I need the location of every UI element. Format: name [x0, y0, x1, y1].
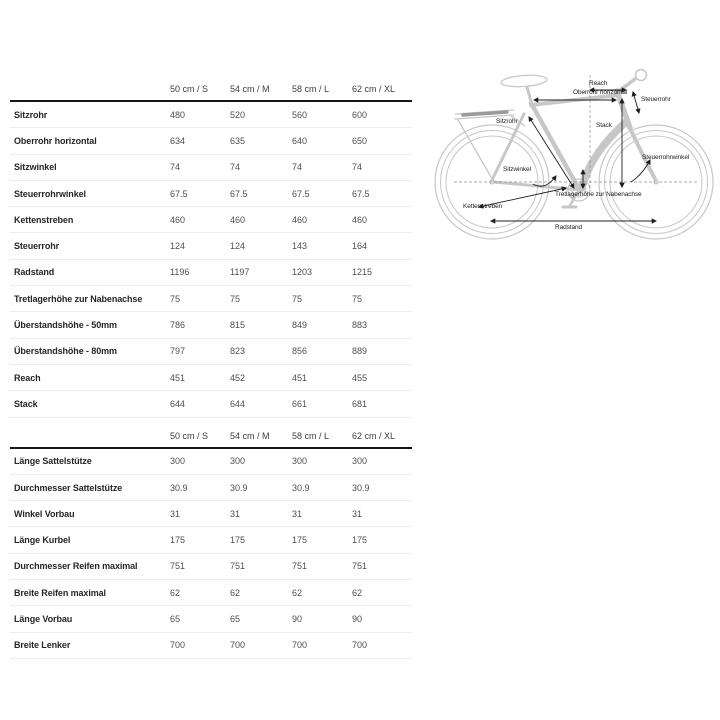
spec-value: 634 [170, 135, 186, 146]
spec-row [10, 260, 412, 286]
spec-value: 31 [170, 508, 181, 519]
spec-value: 600 [352, 109, 368, 120]
size-column-header: 54 cm / M [230, 430, 270, 441]
spec-value: 635 [230, 135, 246, 146]
spec-label: Kettenstreben [14, 214, 74, 225]
spec-row [10, 554, 412, 580]
spec-value: 460 [170, 214, 186, 225]
diagram-label-oberrohr: Oberrohr horizontal [573, 89, 628, 96]
spec-label: Steuerrohrwinkel [14, 188, 86, 199]
spec-label: Tretlagerhöhe zur Nabenachse [14, 293, 143, 304]
size-column-header: 62 cm / XL [352, 430, 396, 441]
spec-label: Sitzwinkel [14, 162, 57, 173]
spec-value: 74 [292, 162, 303, 173]
spec-value: 751 [230, 561, 246, 572]
spec-value: 90 [352, 613, 363, 624]
spec-row [10, 475, 412, 501]
spec-label: Länge Sattelstütze [14, 456, 92, 467]
spec-value: 644 [230, 398, 246, 409]
spec-label: Überstandshöhe - 50mm [14, 320, 117, 331]
spec-value: 175 [230, 535, 246, 546]
spec-value: 455 [352, 372, 368, 383]
seattube-arrow [529, 117, 574, 188]
spec-value: 560 [292, 109, 308, 120]
spec-value: 661 [292, 398, 308, 409]
spec-value: 65 [170, 613, 181, 624]
spec-value: 300 [170, 456, 186, 467]
spec-label: Länge Kurbel [14, 535, 71, 546]
diagram-label-sitzwinkel: Sitzwinkel [503, 166, 531, 173]
spec-label: Oberrohr horizontal [14, 135, 97, 146]
spec-value: 849 [292, 320, 308, 331]
spec-value: 75 [292, 293, 303, 304]
spec-row [10, 181, 412, 207]
size-column-header: 50 cm / S [170, 430, 209, 441]
spec-row [10, 155, 412, 181]
spec-value: 30.9 [292, 482, 310, 493]
spec-value: 67.5 [292, 188, 310, 199]
size-header-row [10, 78, 412, 102]
size-column-header: 54 cm / M [230, 84, 270, 94]
spec-value: 74 [170, 162, 181, 173]
spec-value: 30.9 [352, 482, 370, 493]
spec-value: 856 [292, 346, 308, 357]
components-table [10, 418, 412, 659]
spec-value: 700 [170, 640, 186, 651]
spec-value: 751 [170, 561, 186, 572]
spec-value: 700 [230, 640, 246, 651]
spec-value: 823 [230, 346, 246, 357]
spec-value: 75 [352, 293, 363, 304]
spec-row [10, 365, 412, 391]
spec-value: 65 [230, 613, 241, 624]
spec-value: 31 [230, 508, 241, 519]
spec-value: 175 [352, 535, 368, 546]
spec-label: Überstandshöhe - 80mm [14, 346, 117, 357]
spec-value: 124 [170, 241, 186, 252]
spec-tables [10, 78, 412, 659]
spec-row [10, 449, 412, 475]
spec-value: 451 [170, 372, 186, 383]
spec-row [10, 286, 412, 312]
spec-row [10, 128, 412, 154]
spec-label: Steuerrohr [14, 241, 60, 252]
diagram-label-radstand: Radstand [555, 224, 583, 231]
size-column-header: 58 cm / L [292, 430, 330, 441]
spec-label: Stack [14, 398, 38, 409]
size-column-header: 62 cm / XL [352, 84, 396, 94]
spec-value: 650 [352, 135, 368, 146]
measurement-arrows [479, 90, 656, 221]
size-column-header: 58 cm / L [292, 84, 330, 94]
spec-value: 460 [230, 214, 246, 225]
spec-value: 640 [292, 135, 308, 146]
spec-value: 883 [352, 320, 368, 331]
spec-value: 175 [170, 535, 186, 546]
spec-row [10, 339, 412, 365]
spec-value: 644 [170, 398, 186, 409]
spec-label: Sitzrohr [14, 109, 48, 120]
spec-value: 460 [352, 214, 368, 225]
spec-value: 300 [292, 456, 308, 467]
spec-row [10, 312, 412, 338]
headtube-arrow [633, 92, 639, 113]
spec-value: 67.5 [170, 188, 188, 199]
saddle [501, 74, 548, 88]
spec-value: 815 [230, 320, 246, 331]
spec-value: 62 [292, 587, 303, 598]
spec-value: 520 [230, 109, 246, 120]
spec-label: Reach [14, 372, 41, 383]
diagram-label-tretlagerhoehe: Tretlagerhöhe zur Nabenachse [555, 191, 642, 198]
diagram-label-steuerrohr: Steuerrohr [641, 96, 671, 103]
spec-label: Durchmesser Sattelstütze [14, 482, 123, 493]
diagram-label-steuerrohrwinkel: Steuerrohrwinkel [642, 154, 690, 161]
size-header-row [10, 418, 412, 449]
spec-row [10, 102, 412, 128]
spec-value: 74 [230, 162, 241, 173]
spec-value: 451 [292, 372, 308, 383]
spec-label: Breite Lenker [14, 640, 71, 651]
spec-row [10, 391, 412, 417]
spec-value: 1203 [292, 267, 313, 278]
diagram-label-stack: Stack [596, 122, 612, 129]
spec-row [10, 606, 412, 632]
spec-label: Durchmesser Reifen maximal [14, 561, 138, 572]
spec-value: 786 [170, 320, 186, 331]
spec-value: 30.9 [230, 482, 248, 493]
spec-value: 1215 [352, 267, 373, 278]
spec-value: 1196 [170, 267, 190, 278]
spec-value: 480 [170, 109, 186, 120]
spec-value: 452 [230, 372, 246, 383]
spec-value: 700 [292, 640, 308, 651]
spec-value: 75 [170, 293, 181, 304]
spec-value: 31 [352, 508, 363, 519]
spec-value: 90 [292, 613, 303, 624]
handlebar-grip [636, 70, 647, 81]
spec-value: 751 [292, 561, 308, 572]
spec-value: 74 [352, 162, 363, 173]
spec-value: 751 [352, 561, 368, 572]
spec-value: 700 [352, 640, 368, 651]
spec-value: 889 [352, 346, 368, 357]
spec-value: 124 [230, 241, 246, 252]
diagram-label-sitzrohr: Sitzrohr [496, 118, 518, 125]
spec-value: 460 [292, 214, 308, 225]
spec-row [10, 580, 412, 606]
spec-row [10, 501, 412, 527]
spec-value: 30.9 [170, 482, 188, 493]
spec-row [10, 233, 412, 259]
spec-value: 797 [170, 346, 186, 357]
spec-value: 300 [352, 456, 368, 467]
spec-value: 1197 [230, 267, 250, 278]
spec-row [10, 207, 412, 233]
spec-value: 164 [352, 241, 368, 252]
spec-value: 31 [292, 508, 303, 519]
spec-value: 62 [170, 587, 181, 598]
diagram-label-kettenstreben: Kettenstreben [463, 203, 503, 210]
spec-value: 681 [352, 398, 368, 409]
spec-label: Länge Vorbau [14, 613, 73, 624]
spec-label: Radstand [14, 267, 55, 278]
spec-value: 62 [230, 587, 241, 598]
spec-value: 143 [292, 241, 308, 252]
spec-value: 175 [292, 535, 308, 546]
spec-label: Winkel Vorbau [14, 508, 75, 519]
spec-label: Breite Reifen maximal [14, 587, 106, 598]
spec-value: 62 [352, 587, 363, 598]
geometry-table [10, 78, 412, 418]
spec-value: 67.5 [230, 188, 248, 199]
spec-value: 67.5 [352, 188, 370, 199]
bike-geometry-diagram [430, 60, 720, 250]
spec-value: 75 [230, 293, 241, 304]
size-column-header: 50 cm / S [170, 84, 209, 94]
spec-row [10, 633, 412, 659]
diagram-label-reach: Reach [589, 80, 608, 87]
spec-value: 300 [230, 456, 246, 467]
spec-row [10, 527, 412, 553]
